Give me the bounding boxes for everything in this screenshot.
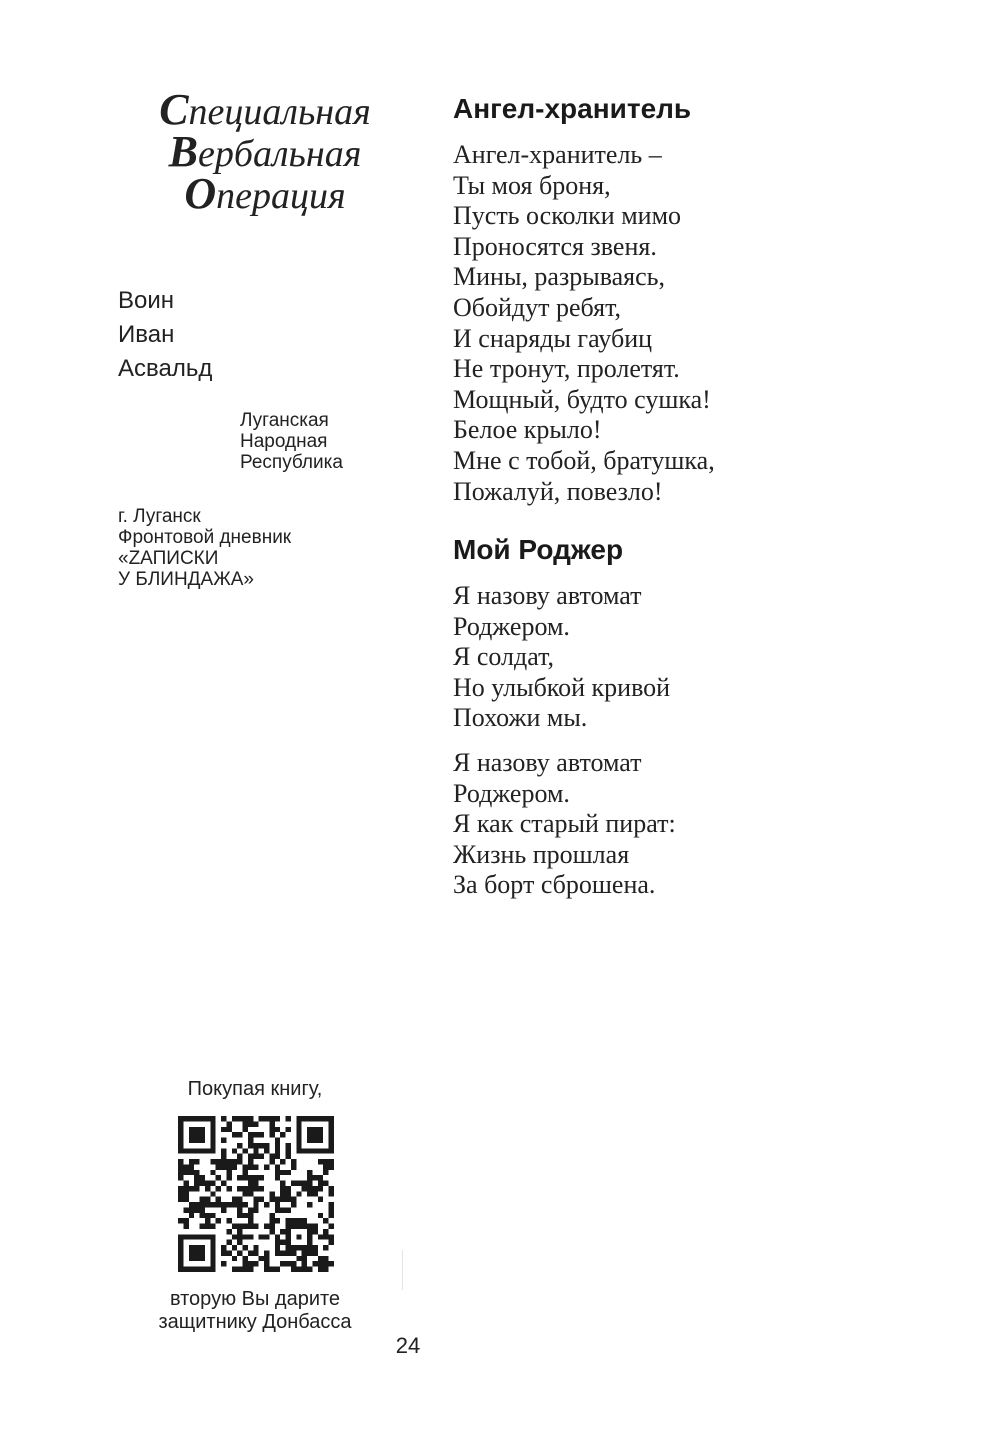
author-line: Асвальд xyxy=(118,355,213,382)
poem-body-angel xyxy=(453,140,715,507)
poem-line: За борт сброшена. xyxy=(453,870,656,900)
page-fold-line xyxy=(402,1250,403,1290)
qr-code-icon[interactable] xyxy=(178,1116,334,1272)
poem-line: Белое крыло! xyxy=(453,415,602,445)
poem-line: Мины, разрываясь, xyxy=(453,262,666,292)
poem-line: Я назову автомат xyxy=(453,748,642,777)
diary-line: У БЛИНДАЖА» xyxy=(118,569,254,590)
poem-title-angel: Ангел-хранитель xyxy=(453,93,692,124)
diary-line: г. Луганск xyxy=(118,506,201,527)
diary-line: «ZАПИСКИ xyxy=(118,548,219,569)
poem-line: Я солдат, xyxy=(453,642,555,672)
diary-line: Фронтовой дневник xyxy=(118,527,292,548)
author-line: Воин xyxy=(118,287,175,314)
promo-line: защитнику Донбасса xyxy=(158,1311,352,1333)
promo-line: вторую Вы дарите xyxy=(169,1288,341,1310)
poem-stanza-roger-1 xyxy=(453,581,670,734)
poem-line: Пусть осколки мимо xyxy=(453,201,682,231)
region-line: Республика xyxy=(240,452,343,473)
poem-line: Похожи мы. xyxy=(453,703,588,733)
author-name xyxy=(118,284,212,386)
poem-line: Не тронут, пролетят. xyxy=(453,354,680,384)
series-title-line: Вербальная xyxy=(168,127,362,176)
promo-text-top: Покупая книгу, xyxy=(187,1078,323,1100)
series-title-line: Специальная xyxy=(159,85,371,134)
poem-line: Я как старый пират: xyxy=(453,809,676,839)
poem-line: Мне с тобой, братушка, xyxy=(453,445,715,475)
poem-line: Обойдут ребят, xyxy=(453,292,621,322)
region-line: Народная xyxy=(240,431,328,452)
promo-text-bottom xyxy=(120,1288,390,1334)
poem-line: И снаряды гаубиц xyxy=(453,323,653,353)
poem-line: Роджером. xyxy=(453,778,570,808)
poem-line: Ты моя броня, xyxy=(453,170,611,200)
poem-line: Роджером. xyxy=(453,611,570,641)
page-number: 24 xyxy=(395,1333,421,1358)
series-title xyxy=(140,85,390,218)
poem-line: Пожалуй, повезло! xyxy=(453,476,663,506)
poem-line: Жизнь прошлая xyxy=(453,839,630,869)
poem-line: Проносятся звеня. xyxy=(453,231,657,261)
series-title-line: Операция xyxy=(184,169,346,218)
poem-line: Ангел-хранитель – xyxy=(453,140,662,169)
author-line: Иван xyxy=(118,321,175,348)
poem-line: Я назову автомат xyxy=(453,581,642,610)
poem-title-roger: Мой Роджер xyxy=(453,534,624,565)
region-label xyxy=(240,410,343,473)
poem-stanza-roger-2 xyxy=(453,748,676,901)
diary-info xyxy=(118,506,291,590)
region-line: Луганская xyxy=(240,410,329,431)
poem-line: Но улыбкой кривой xyxy=(453,672,671,702)
poem-line: Мощный, будто сушка! xyxy=(453,384,711,414)
